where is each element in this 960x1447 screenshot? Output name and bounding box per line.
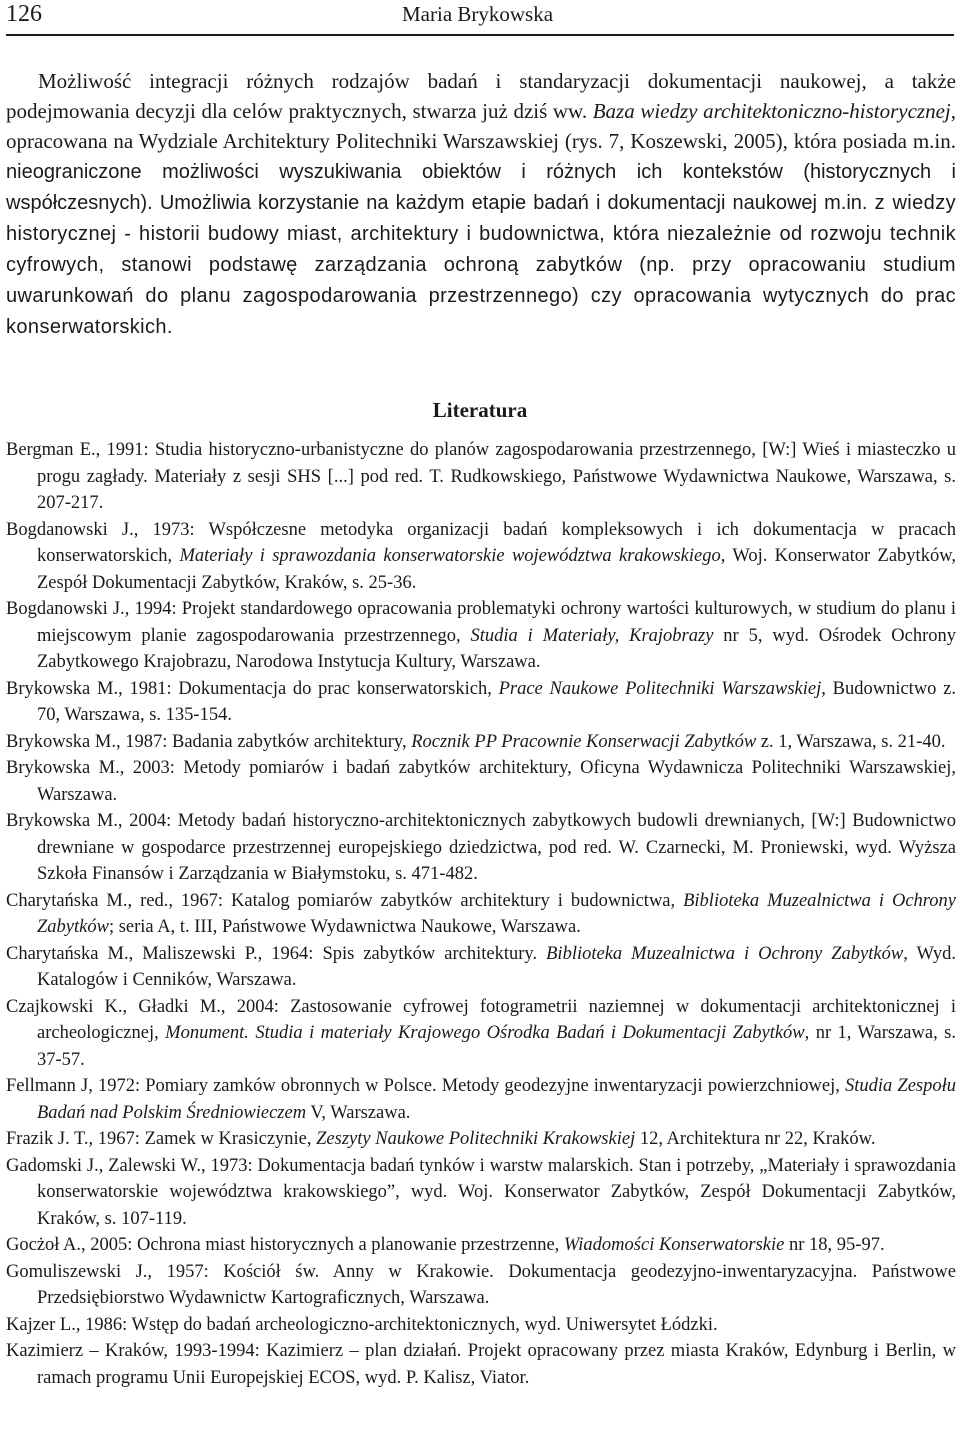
reference-item: Brykowska M., 1987: Badania zabytków architektury, Rocznik PP Pracownie Konserwacji Zabytków z. 1, Warszawa, s. 21-40. xyxy=(6,731,946,752)
reference-item: Fellmann J, 1972: Pomiary zamków obronnych w Polsce. Metody geodezyjne inwentaryzacji powierzchniowej, Studia Zespołu Badań nad Polskim Średniowieczem V, Warszawa. xyxy=(6,1076,956,1123)
paragraph-part-1: Możliwość integracji różnych rodzajów badań i standaryzacji dokumentacji naukowej, a także podejmowania decyzji dla celów praktycznych, stwarza już dziś ww. xyxy=(6,69,956,123)
body-paragraph xyxy=(6,66,956,342)
reference-item: Czajkowski K., Gładki M., 2004: Zastosowanie cyfrowej fotogrametrii naziemnej w dokumentacji architektonicznej i archeologicznej, Monument. Studia i materiały Krajowego Ośrodka Badań i Dokumentacji Zabytków, nr 1, Warszawa, s. 37-57. xyxy=(6,996,956,1070)
reference-item: Kajzer L., 1986: Wstęp do badań archeologiczno-architektonicznych, wyd. Uniwersytet Łódzki. xyxy=(6,1314,718,1335)
reference-item: Bergman E., 1991: Studia historyczno-urbanistyczne do planów zagospodarowania przestrzennego, [W:] Wieś i miasteczko u progu zagłady. Materiały z sesji SHS [...] pod red. T. Rudkowskiego, Państwowe Wydawnictwa Naukowe, Warszawa, s. 207-217. xyxy=(6,440,956,513)
reference-item: Bogdanowski J., 1973: Współczesne metodyka organizacji badań kompleksowych i ich dokumentacja w pracach konserwatorskich, Materiały i sprawozdania konserwatorskie województwa krakowskiego, Woj. Konserwator Zabytków, Zespół Dokumentacji Zabytków, Kraków, s. 25-36. xyxy=(6,519,956,593)
running-author: Maria Brykowska xyxy=(402,2,554,26)
paragraph-part-4: nieograniczone możliwości wyszukiwania obiektów i różnych ich kontekstów (historycznych i współczesnych). Umożliwia korzystanie na każdym etapie badań i dokumentacji naukowej m.in. xyxy=(6,161,956,214)
reference-item: Gocżoł A., 2005: Ochrona miast historycznych a planowanie przestrzenne, Wiadomości Konserwatorskie nr 18, 95-97. xyxy=(6,1235,885,1255)
reference-item: Charytańska M., Maliszewski P., 1964: Spis zabytków architektury. Biblioteka Muzealnictwa i Ochrony Zabytków, Wyd. Katalogów i Cenników, Warszawa. xyxy=(6,943,956,990)
reference-item: Charytańska M., red., 1967: Katalog pomiarów zabytków architektury i budownictwa, Biblioteka Muzealnictwa i Ochrony Zabytków; seria A, t. III, Państwowe Wydawnictwa Naukowe, Warszawa. xyxy=(6,890,956,937)
reference-item: Gomuliszewski J., 1957: Kościół św. Anny w Krakowie. Dokumentacja geodezyjno-inwentaryzacyjna. Państwowe Przedsiębiorstwo Wydawnictw Kartograficznych, Warszawa. xyxy=(6,1261,956,1308)
page-number: 126 xyxy=(6,1,42,27)
reference-item: Brykowska M., 1981: Dokumentacja do prac konserwatorskich, Prace Naukowe Politechniki Warszawskiej, Budownictwo z. 70, Warszawa, s. 135-154. xyxy=(6,678,956,725)
reference-item: Bogdanowski J., 1994: Projekt standardowego opracowania problematyki ochrony wartości kulturowych, w studium do planu i miejscowym planie zagospodarowania przestrzennego, Studia i Materiały, Krajobrazy nr 5, wyd. Ośrodek Ochrony Zabytkowego Krajobrazu, Narodowa Instytucja Kultury, Warszawa. xyxy=(6,599,956,672)
reference-item: Brykowska M., 2003: Metody pomiarów i badań zabytków architektury, Oficyna Wydawnicza Politechniki Warszawskiej, Warszawa. xyxy=(6,758,956,805)
paragraph-italic-title: Baza wiedzy architektoniczno-historycznej xyxy=(592,99,951,123)
reference-item: Frazik J. T., 1967: Zamek w Krasiczynie, Zeszyty Naukowe Politechniki Krakowskiej 12, Architektura nr 22, Kraków. xyxy=(6,1129,876,1149)
paragraph-part-3: , opracowana na Wydziale Architektury Politechniki Warszawskiej (rys. 7, Koszewski, 2005), która posiada m.in. xyxy=(6,99,956,153)
paragraph-part-5: z wiedzy historycznej - historii budowy miast, architektury i budownictwa, która niezależnie od rozwoju technik cyfrowych, stanowi podstawę zarządzania ochroną zabytków (np. przy opracowaniu studium uwarunkowań do planu zagospodarowania przestrzennego) czy opracowania wytycznych do prac konserwatorskich. xyxy=(6,192,957,338)
section-title: Literatura xyxy=(432,398,528,422)
running-header xyxy=(6,0,954,36)
reference-item: Brykowska M., 2004: Metody badań historyczno-architektonicznych zabytkowych budowli drewnianych, [W:] Budownictwo drewniane w gospodarce przestrzennej europejskiego dziedzictwa, pod red. W. Czarnecki, M. Proniewski, wyd. Wyższa Szkoła Finansów i Zarządzania w Białymstoku, s. 471-482. xyxy=(6,811,956,884)
reference-list xyxy=(6,437,956,1391)
reference-item: Kazimierz – Kraków, 1993-1994: Kazimierz – plan działań. Projekt opracowany przez miasta Kraków, Edynburg i Berlin, w ramach programu Unii Europejskiej ECOS, wyd. P. Kalisz, Viator. xyxy=(6,1341,956,1388)
reference-item: Gadomski J., Zalewski W., 1973: Dokumentacja badań tynków i warstw malarskich. Stan i potrzeby, „Materiały i sprawozdania konserwatorskie województwa krakowskiego”, wyd. Woj. Konserwator Zabytków, Zespół Dokumentacji Zabytków, Kraków, s. 107-119. xyxy=(6,1155,956,1229)
